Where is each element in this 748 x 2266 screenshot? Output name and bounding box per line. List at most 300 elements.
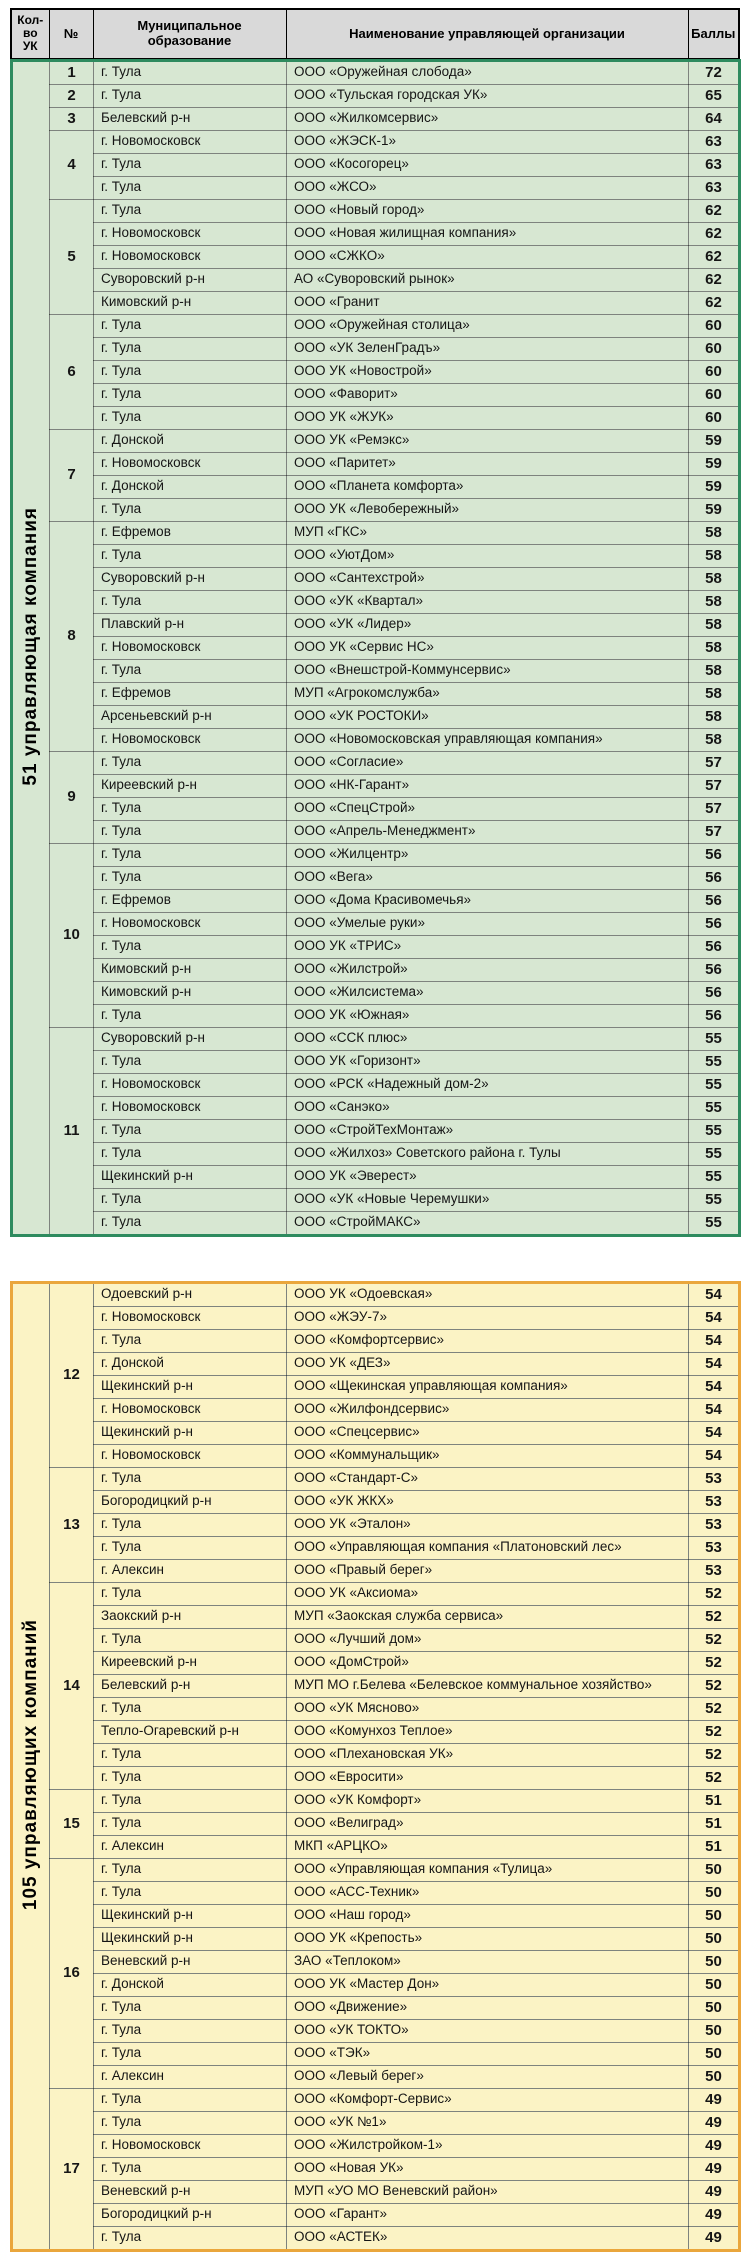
organization-cell: ООО «Плехановская УК» <box>287 1743 689 1766</box>
table-row <box>12 245 740 268</box>
organization-cell: ООО «Оружейная слобода» <box>287 60 689 84</box>
score-cell: 49 <box>689 2088 740 2111</box>
municipality-cell: г. Тула <box>94 590 287 613</box>
organization-cell: ООО УК «ТРИС» <box>287 935 689 958</box>
organization-cell: ООО «Гарант» <box>287 2203 689 2226</box>
group-number-cell: 17 <box>50 2088 94 2250</box>
table-row <box>12 1211 740 1235</box>
municipality-cell: Заокский р-н <box>94 1605 287 1628</box>
municipality-cell: г. Тула <box>94 498 287 521</box>
table-row <box>12 843 740 866</box>
score-cell: 52 <box>689 1743 740 1766</box>
score-cell: 50 <box>689 1858 740 1881</box>
score-cell: 50 <box>689 1973 740 1996</box>
table-row <box>12 1119 740 1142</box>
municipality-cell: г. Тула <box>94 843 287 866</box>
table-row <box>12 705 740 728</box>
score-cell: 50 <box>689 1881 740 1904</box>
score-cell: 58 <box>689 659 740 682</box>
organization-cell: ООО УК «Мастер Дон» <box>287 1973 689 1996</box>
organization-cell: ООО УК «Ремэкс» <box>287 429 689 452</box>
group-number-cell: 7 <box>50 429 94 521</box>
municipality-cell: г. Тула <box>94 1211 287 1235</box>
organization-cell: ООО «Жилфондсервис» <box>287 1398 689 1421</box>
score-cell: 53 <box>689 1536 740 1559</box>
score-cell: 50 <box>689 1927 740 1950</box>
score-cell: 51 <box>689 1835 740 1858</box>
score-cell: 59 <box>689 429 740 452</box>
organization-cell: МУП «Заокская служба сервиса» <box>287 1605 689 1628</box>
municipality-cell: Кимовский р-н <box>94 958 287 981</box>
header-uk-count: Кол-во УК <box>11 9 49 59</box>
organization-cell: ООО «УК «Лидер» <box>287 613 689 636</box>
municipality-cell: г. Новомосковск <box>94 452 287 475</box>
score-cell: 55 <box>689 1142 740 1165</box>
score-cell: 52 <box>689 1766 740 1789</box>
table-row <box>12 383 740 406</box>
table-row <box>12 1398 740 1421</box>
score-cell: 54 <box>689 1282 740 1306</box>
group-number-cell: 11 <box>50 1027 94 1235</box>
score-cell: 62 <box>689 199 740 222</box>
group-number-cell: 1 <box>50 60 94 84</box>
municipality-cell: г. Тула <box>94 1881 287 1904</box>
score-cell: 54 <box>689 1375 740 1398</box>
organization-cell: ООО УК «Крепость» <box>287 1927 689 1950</box>
organization-cell: ООО УК «Сервис НС» <box>287 636 689 659</box>
organization-cell: ООО «Жилсистема» <box>287 981 689 1004</box>
municipality-cell: г. Тула <box>94 406 287 429</box>
score-cell: 57 <box>689 820 740 843</box>
table-row <box>12 2111 740 2134</box>
municipality-cell: Белевский р-н <box>94 107 287 130</box>
municipality-cell: г. Тула <box>94 2088 287 2111</box>
organization-cell: ООО «Жилцентр» <box>287 843 689 866</box>
organization-cell: ООО «ЖСО» <box>287 176 689 199</box>
score-cell: 52 <box>689 1697 740 1720</box>
score-cell: 63 <box>689 130 740 153</box>
header-row <box>11 9 739 59</box>
organization-cell: ООО УК «Горизонт» <box>287 1050 689 1073</box>
municipality-cell: Щекинский р-н <box>94 1421 287 1444</box>
organization-cell: ООО «Паритет» <box>287 452 689 475</box>
score-cell: 50 <box>689 2065 740 2088</box>
organization-cell: МУП МО г.Белева «Белевское коммунальное хозяйство» <box>287 1674 689 1697</box>
organization-cell: ООО «Тульская городская УК» <box>287 84 689 107</box>
score-cell: 60 <box>689 406 740 429</box>
organization-cell: ООО «УК Мясново» <box>287 1697 689 1720</box>
organization-cell: ООО «АСС-Техник» <box>287 1881 689 1904</box>
table-row <box>12 567 740 590</box>
table-row <box>12 1165 740 1188</box>
municipality-cell: Плавский р-н <box>94 613 287 636</box>
table-row <box>12 1142 740 1165</box>
organization-cell: ООО «Стандарт-С» <box>287 1467 689 1490</box>
table-row <box>12 84 740 107</box>
score-cell: 55 <box>689 1050 740 1073</box>
score-cell: 59 <box>689 498 740 521</box>
organization-cell: ООО «Новый город» <box>287 199 689 222</box>
municipality-cell: г. Тула <box>94 2226 287 2250</box>
table-row <box>12 1375 740 1398</box>
table-row <box>12 1927 740 1950</box>
table-row <box>12 751 740 774</box>
municipality-cell: Веневский р-н <box>94 1950 287 1973</box>
organization-cell: ООО «АСТЕК» <box>287 2226 689 2250</box>
table-row <box>12 1096 740 1119</box>
table-row <box>12 2088 740 2111</box>
municipality-cell: Щекинский р-н <box>94 1165 287 1188</box>
group-number-cell: 12 <box>50 1282 94 1467</box>
organization-cell: ООО «Комфортсервис» <box>287 1329 689 1352</box>
municipality-cell: г. Тула <box>94 820 287 843</box>
table-row <box>12 2157 740 2180</box>
table-row <box>12 1858 740 1881</box>
municipality-cell: Киреевский р-н <box>94 1651 287 1674</box>
table-row <box>12 452 740 475</box>
group-number-cell: 2 <box>50 84 94 107</box>
municipality-cell: г. Тула <box>94 659 287 682</box>
organization-cell: ООО «Сантехстрой» <box>287 567 689 590</box>
table-row <box>12 659 740 682</box>
score-cell: 54 <box>689 1329 740 1352</box>
score-cell: 53 <box>689 1490 740 1513</box>
organization-cell: ООО «Жилкомсервис» <box>287 107 689 130</box>
score-cell: 50 <box>689 1904 740 1927</box>
table-row <box>12 1467 740 1490</box>
score-cell: 55 <box>689 1073 740 1096</box>
table-row <box>12 107 740 130</box>
organization-cell: ООО «Планета комфорта» <box>287 475 689 498</box>
municipality-cell: г. Тула <box>94 360 287 383</box>
section-sidebar-label: 51 управляющая компания <box>20 506 42 786</box>
organization-cell: ООО «РСК «Надежный дом-2» <box>287 1073 689 1096</box>
table-row <box>12 1973 740 1996</box>
section-51-companies <box>10 59 741 1237</box>
group-number-cell: 13 <box>50 1467 94 1582</box>
table-row <box>12 1306 740 1329</box>
score-cell: 56 <box>689 958 740 981</box>
score-cell: 50 <box>689 2042 740 2065</box>
organization-cell: ООО «Наш город» <box>287 1904 689 1927</box>
organization-cell: ООО «ТЭК» <box>287 2042 689 2065</box>
organization-cell: ООО «Правый берег» <box>287 1559 689 1582</box>
group-number-cell: 16 <box>50 1858 94 2088</box>
municipality-cell: г. Ефремов <box>94 521 287 544</box>
organization-cell: ООО УК «Новострой» <box>287 360 689 383</box>
section-sidebar-cell <box>12 60 50 1235</box>
score-cell: 60 <box>689 383 740 406</box>
organization-cell: ООО «УК Комфорт» <box>287 1789 689 1812</box>
table-row <box>12 314 740 337</box>
table-row <box>12 820 740 843</box>
organization-cell: ООО «СпецСтрой» <box>287 797 689 820</box>
municipality-cell: г. Тула <box>94 1858 287 1881</box>
group-number-cell: 6 <box>50 314 94 429</box>
header-num: № <box>49 9 93 59</box>
municipality-cell: Одоевский р-н <box>94 1282 287 1306</box>
table-row <box>12 1720 740 1743</box>
organization-cell: ООО «Комунхоз Теплое» <box>287 1720 689 1743</box>
score-cell: 55 <box>689 1027 740 1050</box>
organization-cell: ООО «Новая жилищная компания» <box>287 222 689 245</box>
table-row <box>12 2180 740 2203</box>
municipality-cell: г. Новомосковск <box>94 1398 287 1421</box>
municipality-cell: г. Тула <box>94 797 287 820</box>
municipality-cell: г. Тула <box>94 1996 287 2019</box>
score-cell: 58 <box>689 544 740 567</box>
municipality-cell: г. Тула <box>94 1467 287 1490</box>
score-cell: 56 <box>689 1004 740 1027</box>
municipality-cell: г. Ефремов <box>94 889 287 912</box>
score-cell: 51 <box>689 1789 740 1812</box>
table-row <box>12 1674 740 1697</box>
header-score: Баллы <box>688 9 739 59</box>
organization-cell: ООО «УютДом» <box>287 544 689 567</box>
municipality-cell: Кимовский р-н <box>94 291 287 314</box>
municipality-cell: г. Тула <box>94 2042 287 2065</box>
municipality-cell: г. Тула <box>94 1188 287 1211</box>
table-row <box>12 1628 740 1651</box>
table-header <box>10 8 740 60</box>
score-cell: 56 <box>689 843 740 866</box>
score-cell: 49 <box>689 2180 740 2203</box>
organization-cell: ООО «УК ЖКХ» <box>287 1490 689 1513</box>
municipality-cell: Белевский р-н <box>94 1674 287 1697</box>
table-row <box>12 590 740 613</box>
group-number-cell: 10 <box>50 843 94 1027</box>
municipality-cell: г. Новомосковск <box>94 636 287 659</box>
table-row <box>12 406 740 429</box>
organization-cell: ООО «Новая УК» <box>287 2157 689 2180</box>
score-cell: 53 <box>689 1467 740 1490</box>
municipality-cell: г. Тула <box>94 751 287 774</box>
organization-cell: ООО «Вега» <box>287 866 689 889</box>
group-number-cell: 4 <box>50 130 94 199</box>
organization-cell: ООО «Лучший дом» <box>287 1628 689 1651</box>
table-row <box>12 1073 740 1096</box>
municipality-cell: г. Новомосковск <box>94 130 287 153</box>
organization-cell: ООО «СтройМАКС» <box>287 1211 689 1235</box>
organization-cell: ООО «УК №1» <box>287 2111 689 2134</box>
table-row <box>12 935 740 958</box>
section-sidebar-cell <box>12 1282 50 2250</box>
table-row <box>12 2226 740 2250</box>
header-organization: Наименование управляющей организации <box>286 9 688 59</box>
municipality-cell: г. Донской <box>94 475 287 498</box>
municipality-cell: г. Тула <box>94 935 287 958</box>
organization-cell: ООО «ЖЭУ-7» <box>287 1306 689 1329</box>
score-cell: 49 <box>689 2203 740 2226</box>
score-cell: 49 <box>689 2111 740 2134</box>
score-cell: 72 <box>689 60 740 84</box>
municipality-cell: г. Тула <box>94 60 287 84</box>
municipality-cell: г. Тула <box>94 1142 287 1165</box>
table-row <box>12 475 740 498</box>
organization-cell: ООО «ДомСтрой» <box>287 1651 689 1674</box>
score-cell: 58 <box>689 705 740 728</box>
organization-cell: ООО «Гранит <box>287 291 689 314</box>
table-row <box>12 682 740 705</box>
table-row <box>12 728 740 751</box>
municipality-cell: Кимовский р-н <box>94 981 287 1004</box>
organization-cell: ООО «Щекинская управляющая компания» <box>287 1375 689 1398</box>
table-row <box>12 1789 740 1812</box>
municipality-cell: г. Тула <box>94 544 287 567</box>
municipality-cell: г. Тула <box>94 866 287 889</box>
municipality-cell: Арсеньевский р-н <box>94 705 287 728</box>
organization-cell: ООО «Санэко» <box>287 1096 689 1119</box>
municipality-cell: г. Тула <box>94 1789 287 1812</box>
score-cell: 59 <box>689 475 740 498</box>
municipality-cell: г. Тула <box>94 1582 287 1605</box>
municipality-cell: г. Тула <box>94 84 287 107</box>
organization-cell: ООО «НК-Гарант» <box>287 774 689 797</box>
organization-cell: ООО «УК РОСТОКИ» <box>287 705 689 728</box>
organization-cell: ООО «СЖКО» <box>287 245 689 268</box>
table-row <box>12 1651 740 1674</box>
table-row <box>12 1329 740 1352</box>
score-cell: 55 <box>689 1165 740 1188</box>
municipality-cell: г. Новомосковск <box>94 728 287 751</box>
organization-cell: ООО «Внешстрой-Коммунсервис» <box>287 659 689 682</box>
score-cell: 55 <box>689 1096 740 1119</box>
score-cell: 59 <box>689 452 740 475</box>
municipality-cell: г. Новомосковск <box>94 912 287 935</box>
score-cell: 64 <box>689 107 740 130</box>
municipality-cell: г. Тула <box>94 1697 287 1720</box>
score-cell: 54 <box>689 1306 740 1329</box>
organization-cell: ЗАО «Теплоком» <box>287 1950 689 1973</box>
municipality-cell: г. Тула <box>94 383 287 406</box>
organization-cell: МКП «АРЦКО» <box>287 1835 689 1858</box>
table-row <box>12 1881 740 1904</box>
organization-cell: ООО «ССК плюс» <box>287 1027 689 1050</box>
score-cell: 56 <box>689 912 740 935</box>
group-number-cell: 3 <box>50 107 94 130</box>
table-row <box>12 912 740 935</box>
score-cell: 55 <box>689 1211 740 1235</box>
municipality-cell: г. Тула <box>94 2111 287 2134</box>
municipality-cell: г. Новомосковск <box>94 245 287 268</box>
organization-cell: ООО «Умелые руки» <box>287 912 689 935</box>
score-cell: 53 <box>689 1513 740 1536</box>
score-cell: 58 <box>689 682 740 705</box>
organization-cell: ООО «Косогорец» <box>287 153 689 176</box>
municipality-cell: г. Новомосковск <box>94 1073 287 1096</box>
score-cell: 50 <box>689 2019 740 2042</box>
table-row <box>12 2019 740 2042</box>
score-cell: 62 <box>689 268 740 291</box>
table-row <box>12 153 740 176</box>
organization-cell: МУП «Агрокомслужба» <box>287 682 689 705</box>
municipality-cell: г. Тула <box>94 1004 287 1027</box>
table-row <box>12 1027 740 1050</box>
group-number-cell: 8 <box>50 521 94 751</box>
municipality-cell: Киреевский р-н <box>94 774 287 797</box>
table-row <box>12 60 740 84</box>
table-row <box>12 1605 740 1628</box>
municipality-cell: Богородицкий р-н <box>94 1490 287 1513</box>
organization-cell: ООО «Жилстройком-1» <box>287 2134 689 2157</box>
table-row <box>12 544 740 567</box>
score-cell: 52 <box>689 1628 740 1651</box>
score-cell: 57 <box>689 774 740 797</box>
organization-cell: ООО «Управляющая компания «Тулица» <box>287 1858 689 1881</box>
score-cell: 49 <box>689 2157 740 2180</box>
municipality-cell: г. Алексин <box>94 1559 287 1582</box>
table-row <box>12 337 740 360</box>
score-cell: 51 <box>689 1812 740 1835</box>
organization-cell: ООО УК «Одоевская» <box>287 1282 689 1306</box>
organization-cell: ООО УК «ДЕЗ» <box>287 1352 689 1375</box>
organization-cell: ООО «УК ТОКТО» <box>287 2019 689 2042</box>
score-cell: 54 <box>689 1444 740 1467</box>
organization-cell: ООО УК «Эталон» <box>287 1513 689 1536</box>
municipality-cell: г. Тула <box>94 2019 287 2042</box>
table-row <box>12 797 740 820</box>
municipality-cell: г. Тула <box>94 199 287 222</box>
municipality-cell: г. Тула <box>94 176 287 199</box>
score-cell: 62 <box>689 245 740 268</box>
section-105-companies <box>10 1281 741 2252</box>
municipality-cell: г. Алексин <box>94 1835 287 1858</box>
municipality-cell: Тепло-Огаревский р-н <box>94 1720 287 1743</box>
organization-cell: ООО «Коммунальщик» <box>287 1444 689 1467</box>
table-row <box>12 889 740 912</box>
municipality-cell: г. Тула <box>94 314 287 337</box>
municipality-cell: г. Новомосковск <box>94 1096 287 1119</box>
table-row <box>12 636 740 659</box>
score-cell: 63 <box>689 153 740 176</box>
score-cell: 53 <box>689 1559 740 1582</box>
table-row <box>12 268 740 291</box>
municipality-cell: Суворовский р-н <box>94 268 287 291</box>
organization-cell: ООО УК «Аксиома» <box>287 1582 689 1605</box>
score-cell: 60 <box>689 314 740 337</box>
organization-cell: ООО «Движение» <box>287 1996 689 2019</box>
table-row <box>12 1559 740 1582</box>
score-cell: 58 <box>689 567 740 590</box>
organization-cell: ООО УК «ЖУК» <box>287 406 689 429</box>
municipality-cell: г. Тула <box>94 1766 287 1789</box>
municipality-cell: г. Ефремов <box>94 682 287 705</box>
municipality-cell: г. Тула <box>94 2157 287 2180</box>
municipality-cell: Щекинский р-н <box>94 1927 287 1950</box>
organization-cell: ООО «ЖЭСК-1» <box>287 130 689 153</box>
organization-cell: ООО «Левый берег» <box>287 2065 689 2088</box>
organization-cell: ООО «Евросити» <box>287 1766 689 1789</box>
score-cell: 56 <box>689 935 740 958</box>
organization-cell: МУП «УО МО Веневский район» <box>287 2180 689 2203</box>
organization-cell: ООО «Апрель-Менеджмент» <box>287 820 689 843</box>
municipality-cell: Веневский р-н <box>94 2180 287 2203</box>
municipality-cell: г. Тула <box>94 1329 287 1352</box>
score-cell: 60 <box>689 360 740 383</box>
score-cell: 49 <box>689 2226 740 2250</box>
table-row <box>12 2065 740 2088</box>
table-row <box>12 1188 740 1211</box>
table-row <box>12 521 740 544</box>
group-number-cell: 9 <box>50 751 94 843</box>
table-row <box>12 1421 740 1444</box>
organization-cell: ООО «Новомосковская управляющая компания» <box>287 728 689 751</box>
table-row <box>12 2134 740 2157</box>
group-number-cell: 14 <box>50 1582 94 1789</box>
table-row <box>12 2203 740 2226</box>
score-cell: 57 <box>689 751 740 774</box>
score-cell: 58 <box>689 728 740 751</box>
